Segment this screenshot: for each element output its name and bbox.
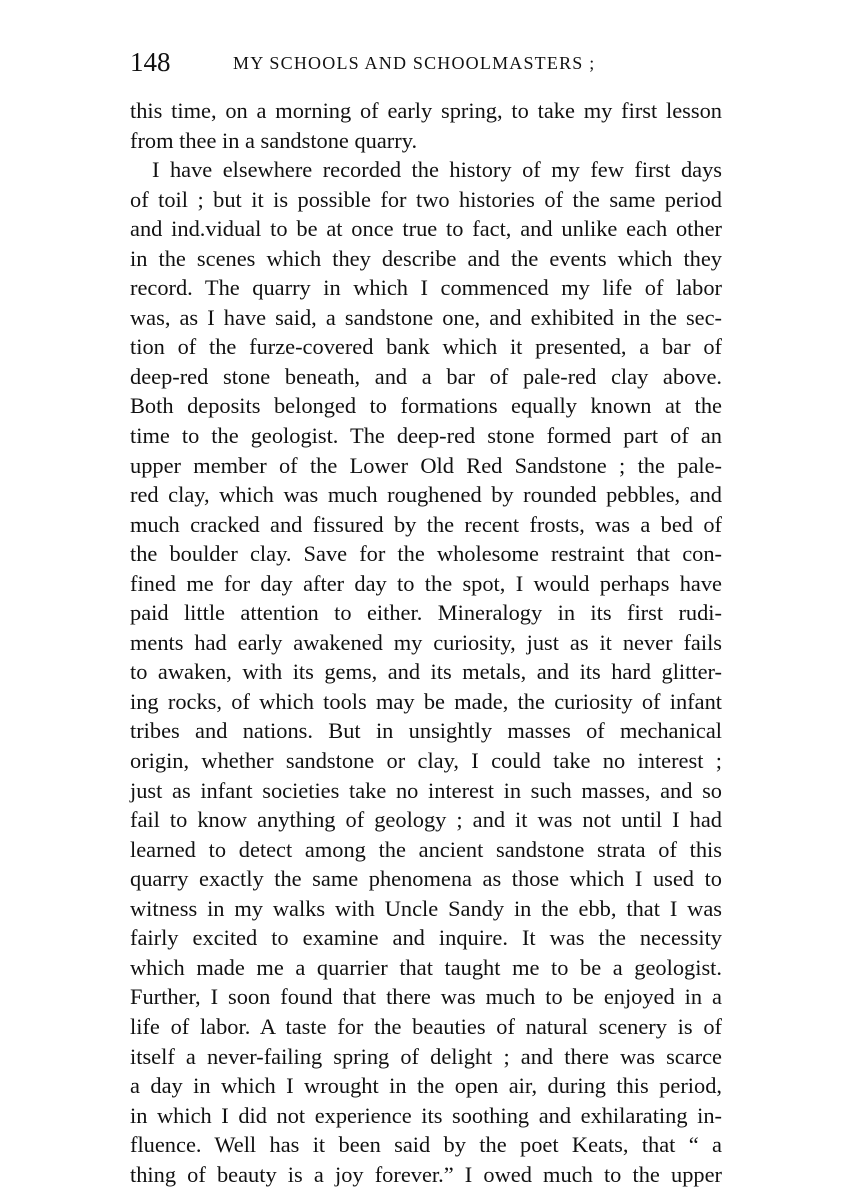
text-line: from thee in a sandstone quarry. bbox=[130, 127, 418, 153]
text-line: was, as I have said, a sandstone one, and exhibited in the sec- bbox=[130, 304, 722, 330]
text-line: learned to detect among the ancient sandstone strata of this bbox=[130, 836, 722, 862]
text-line: much cracked and fissured by the recent frosts, was a bed of bbox=[130, 511, 722, 537]
text-line: just as infant societies take no interest in such masses, and so bbox=[130, 777, 722, 803]
text-line: I have elsewhere recorded the history of my few first days bbox=[152, 157, 722, 183]
text-line: witness in my walks with Uncle Sandy in the ebb, that I was bbox=[130, 895, 722, 921]
text-line: itself a never-failing spring of delight ; and there was scarce bbox=[130, 1043, 722, 1069]
text-line: origin, whether sandstone or clay, I could take no interest ; bbox=[130, 748, 722, 774]
text-line: to awaken, with its gems, and its metals, and its hard glitter- bbox=[130, 659, 722, 685]
text-line: this time, on a morning of early spring, to take my first lesson bbox=[130, 98, 722, 123]
text-line: ments had early awakened my curiosity, just as it never fails bbox=[130, 629, 722, 655]
running-head: MY SCHOOLS AND SCHOOLMASTERS ; bbox=[233, 53, 596, 73]
text-line: fairly excited to examine and inquire. It was the necessity bbox=[130, 925, 722, 951]
text-line: paid little attention to either. Mineralogy in its first rudi- bbox=[130, 600, 722, 626]
text-line: fined me for day after day to the spot, I would perhaps have bbox=[130, 570, 722, 596]
text-line: Further, I soon found that there was much to be enjoyed in a bbox=[130, 984, 722, 1010]
text-line: upper member of the Lower Old Red Sandstone ; the pale- bbox=[130, 452, 722, 478]
text-line: of toil ; but it is possible for two histories of the same period bbox=[130, 186, 722, 212]
text-line: deep-red stone beneath, and a bar of pale-red clay above. bbox=[130, 363, 722, 389]
text-line: time to the geologist. The deep-red stone formed part of an bbox=[130, 423, 722, 449]
page-header bbox=[130, 42, 720, 82]
text-line: red clay, which was much roughened by rounded pebbles, and bbox=[130, 482, 722, 508]
text-line: quarry exactly the same phenomena as those which I used to bbox=[130, 866, 722, 892]
text-line: the boulder clay. Save for the wholesome restraint that con- bbox=[130, 541, 722, 567]
text-line: life of labor. A taste for the beauties of natural scenery is of bbox=[130, 1013, 722, 1039]
text-line: Both deposits belonged to formations equally known at the bbox=[130, 393, 722, 419]
text-line: a day in which I wrought in the open air, during this period, bbox=[130, 1073, 722, 1099]
body-text bbox=[130, 96, 722, 1189]
text-line: in the scenes which they describe and the events which they bbox=[130, 245, 722, 271]
text-line: tribes and nations. But in unsightly masses of mechanical bbox=[130, 718, 722, 744]
text-line: ing rocks, of which tools may be made, the curiosity of infant bbox=[130, 688, 722, 714]
text-line: and ind.vidual to be at once true to fact, and unlike each other bbox=[130, 216, 722, 242]
text-line: which made me a quarrier that taught me to be a geologist. bbox=[130, 954, 722, 980]
text-line: tion of the furze-covered bank which it presented, a bar of bbox=[130, 334, 722, 360]
text-line: fluence. Well has it been said by the poet Keats, that “ a bbox=[130, 1132, 722, 1158]
page-number: 148 bbox=[130, 47, 171, 77]
text-line: thing of beauty is a joy forever.” I owed much to the upper bbox=[130, 1161, 722, 1187]
text-line: in which I did not experience its soothing and exhilarating in- bbox=[130, 1102, 722, 1128]
text-line: record. The quarry in which I commenced my life of labor bbox=[130, 275, 722, 301]
text-line: fail to know anything of geology ; and it was not until I had bbox=[130, 807, 722, 833]
